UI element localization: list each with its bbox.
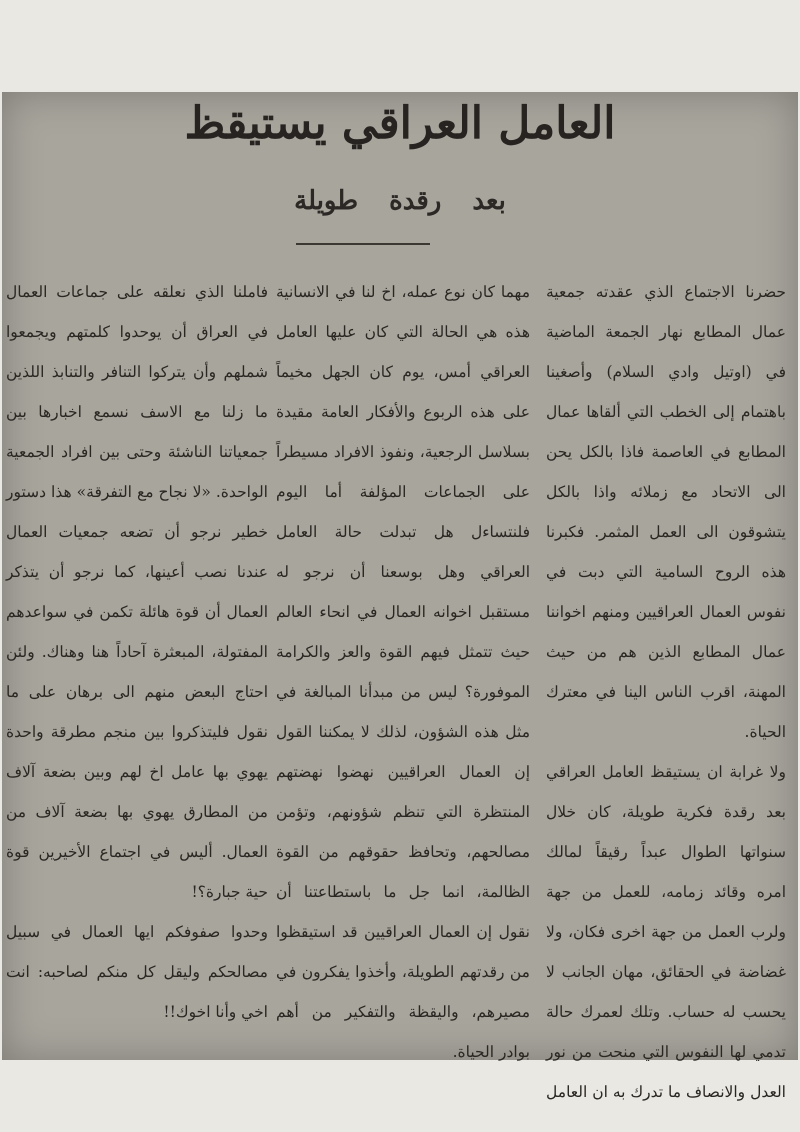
article-subtitle: بعد رقدة طويلة (294, 186, 506, 216)
paragraph: وحدوا صفوفكم ايها العمال في سبيل مصالحكم وليقل كل منكم لصاحبه: انت اخي وأنا اخوك!! (6, 923, 268, 1021)
column-right (546, 272, 786, 1101)
title-divider (296, 243, 430, 245)
article-title: العامل العراقي يستيقظ (184, 98, 616, 149)
paragraph: مهما كان نوع عمله، اخ لنا في الانسانية هذه هي الحالة التي كان عليها العامل العراقي أمس، يوم كان الجهل مخيماً على هذه الربوع والأفكار العامة مقيدة بسلاسل الرجعية، ونفوذ الافراد مسيطراً على الجماعات المؤلفة أما اليوم فلنتساءل هل تبدلت حالة العامل العراقي وهل بوسعنا أن نرجو له مستقبل اخوانه العمال في انحاء العالم حيث تتمثل فيهم القوة والعز والكرامة الموفورة؟ ليس من مبدأنا المبالغة في مثل هذه الشؤون، لذلك لا يمكننا القول إن العمال العراقيين نهضوا نهضتهم المنتظرة التي تنظم شؤونهم، وتؤمن مصالحهم، وتحافظ حقوقهم من القوة الظالمة، انما جل ما باستطاعتنا أن نقول إن العمال العراقيين قد استيقظوا من رقدتهم الطويلة، وأخذوا يفكرون في مصيرهم، واليقظة والتفكير من أهم بوادر الحياة. (276, 283, 530, 1061)
column-left (6, 272, 268, 1052)
paragraph: ولا غرابة ان يستيقظ العامل العراقي بعد رقدة فكرية طويلة، كان خلال سنواتها الطوال عبداً رقيقاً لمالك امره وقائد زمامه، للعمل من جهة ولرب العمل من جهة اخرى فكان، ولا غضاضة في الحقائق، مهان الجانب لا يحسب له حساب. وتلك لعمرك حالة تدمي لها النفوس التي منحت من نور العدل والانصاف ما تدرك به ان العامل (546, 763, 786, 1101)
paragraph: فاملنا الذي نعلقه على جماعات العمال في العراق أن يوحدوا كلمتهم ويجمعوا شملهم وأن يتركوا التنافر والتنابذ اللذين ما زلنا مع الاسف نسمع اخبارها بين جمعياتنا الناشئة وحتى بين افراد الجمعية الواحدة. «لا نجاح مع التفرقة» هذا دستور خطير نرجو أن تضعه جمعيات العمال عندنا نصب أعينها، كما نرجو أن يتذكر العمال أن قوة هائلة تكمن في سواعدهم المفتولة، المبعثرة آحاداً هنا وهناك. ولئن احتاج البعض منهم الى برهان على ما نقول فليتذكروا بين منجم مطرقة واحدة يهوي بها عامل اخ لهم وبين بضعة آلاف من المطارق يهوي بها بضعة آلاف من العمال. أليس في اجتماع الأخيرين قوة حية جبارة؟! (6, 283, 268, 901)
paragraph: حضرنا الاجتماع الذي عقدته جمعية عمال المطابع نهار الجمعة الماضية في (اوتيل وادي السلام) وأصغينا باهتمام إلى الخطب التي ألقاها عمال المطابع في العاصمة فاذا بالكل يحن الى الاتحاد مع زملائه واذا بالكل يتشوقون الى العمل المثمر. فكبرنا هذه الروح السامية التي دبت في نفوس العمال العراقيين ومنهم اخواننا عمال المطابع الذين هم من حيث المهنة، اقرب الناس الينا في معترك الحياة. (546, 283, 786, 741)
column-middle (276, 272, 530, 1061)
